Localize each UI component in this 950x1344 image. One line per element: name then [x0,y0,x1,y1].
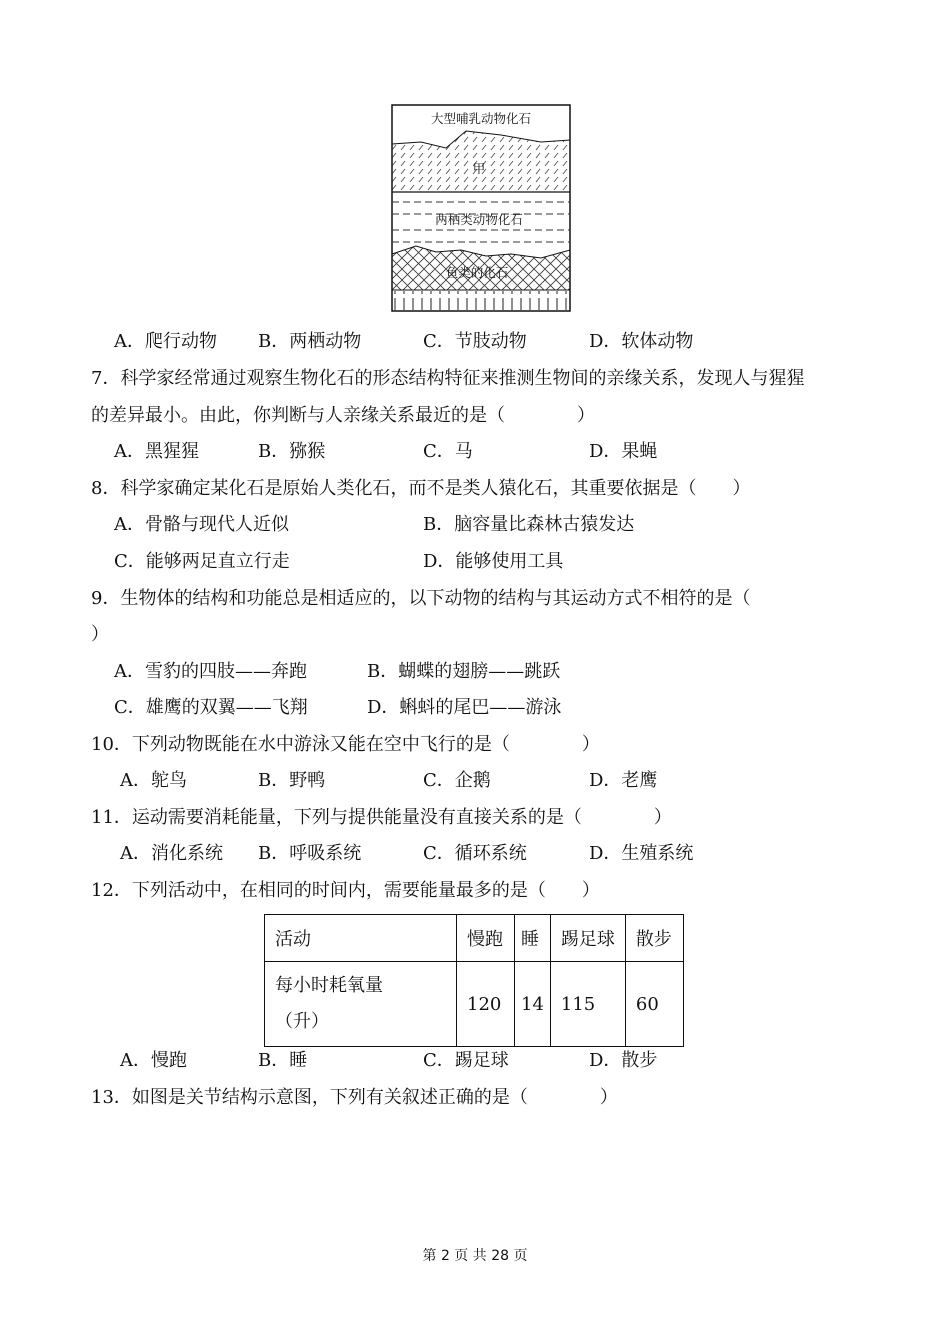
q6-option-c: C．节肢动物 [423,331,527,352]
q7-option-a: A．黑猩猩 [114,441,199,462]
q11-option-c: C．循环系统 [423,843,527,864]
q7-option-d: D．果蝇 [589,441,658,462]
q8-option-d: D．能够使用工具 [423,551,564,572]
table-value-walking: 60 [625,962,683,1047]
q6-option-a: A．爬行动物 [114,331,217,352]
q12-option-c: C．踢足球 [423,1050,509,1071]
q13-stem: 13．如图是关节结构示意图，下列有关叙述正确的是（ ） [91,1087,618,1108]
q6-option-d: D．软体动物 [589,331,694,352]
table-row-label-line1: 每小时耗氧量 [275,975,383,996]
q8-stem: 8．科学家确定某化石是原始人类化石，而不是类人猿化石，其重要依据是（ ） [91,478,751,499]
layer-label-jia: 甲 [472,161,486,176]
q11-stem: 11．运动需要消耗能量，下列与提供能量没有直接关系的是（ ） [91,807,672,828]
q11-option-d: D．生殖系统 [589,843,694,864]
q11-option-b: B．呼吸系统 [258,843,362,864]
q9-option-a: A．雪豹的四肢——奔跑 [114,661,307,682]
q10-stem: 10．下列动物既能在水中游泳又能在空中飞行的是（ ） [91,734,600,755]
table-header-football: 踢足球 [550,915,625,962]
q6-option-b: B．两栖动物 [258,331,362,352]
page-footer: 第 2 页 共 28 页 [422,1248,528,1264]
q12-option-a: A．慢跑 [120,1050,187,1071]
oxygen-consumption-table [264,914,684,1047]
q10-option-d: D．老鹰 [589,770,658,791]
table-value-sleep: 14 [515,962,551,1047]
q12-stem: 12．下列活动中，在相同的时间内，需要能量最多的是（ ） [91,880,600,901]
q9-option-c: C．雄鹰的双翼——飞翔 [114,697,308,718]
q8-option-c: C．能够两足直立行走 [114,551,290,572]
q10-option-c: C．企鹅 [423,770,491,791]
q9-option-d: D．蝌蚪的尾巴——游泳 [367,697,562,718]
q9-stem-line1: 9．生物体的结构和功能总是相适应的，以下动物的结构与其运动方式不相符的是（ [91,588,751,609]
table-row-label-line2: （升） [275,1011,329,1032]
q7-stem-line2: 的差异最小。由此，你判断与人亲缘关系最近的是（ ） [91,405,595,426]
fossil-label-fish: 鱼类的化石 [445,265,509,280]
q7-option-c: C．马 [423,441,473,462]
table-row-label [265,962,457,1047]
table-value-jogging: 120 [457,962,515,1047]
fossil-label-mammal: 大型哺乳动物化石 [430,111,532,126]
table-value-football: 115 [550,962,625,1047]
q12-option-d: D．散步 [589,1050,658,1071]
q10-option-a: A．鸵鸟 [120,770,187,791]
table-header-sleep: 睡 [515,915,551,962]
q8-option-a: A．骨骼与现代人近似 [114,514,289,535]
q7-option-b: B．猕猴 [258,441,326,462]
strata-figure [391,104,571,312]
q10-option-b: B．野鸭 [258,770,326,791]
table-header-walking: 散步 [625,915,683,962]
q9-option-b: B．蝴蝶的翅膀——跳跃 [367,661,561,682]
table-header-activity: 活动 [265,915,457,962]
q7-stem-line1: 7．科学家经常通过观察生物化石的形态结构特征来推测生物间的亲缘关系，发现人与猩猩 [91,368,805,389]
table-header-jogging: 慢跑 [457,915,515,962]
q11-option-a: A．消化系统 [120,843,223,864]
q8-option-b: B．脑容量比森林古猿发达 [423,514,635,535]
fossil-label-amphibian: 两栖类动物化石 [435,212,523,227]
q12-option-b: B．睡 [258,1050,308,1071]
q9-stem-line2: ） [91,624,109,645]
